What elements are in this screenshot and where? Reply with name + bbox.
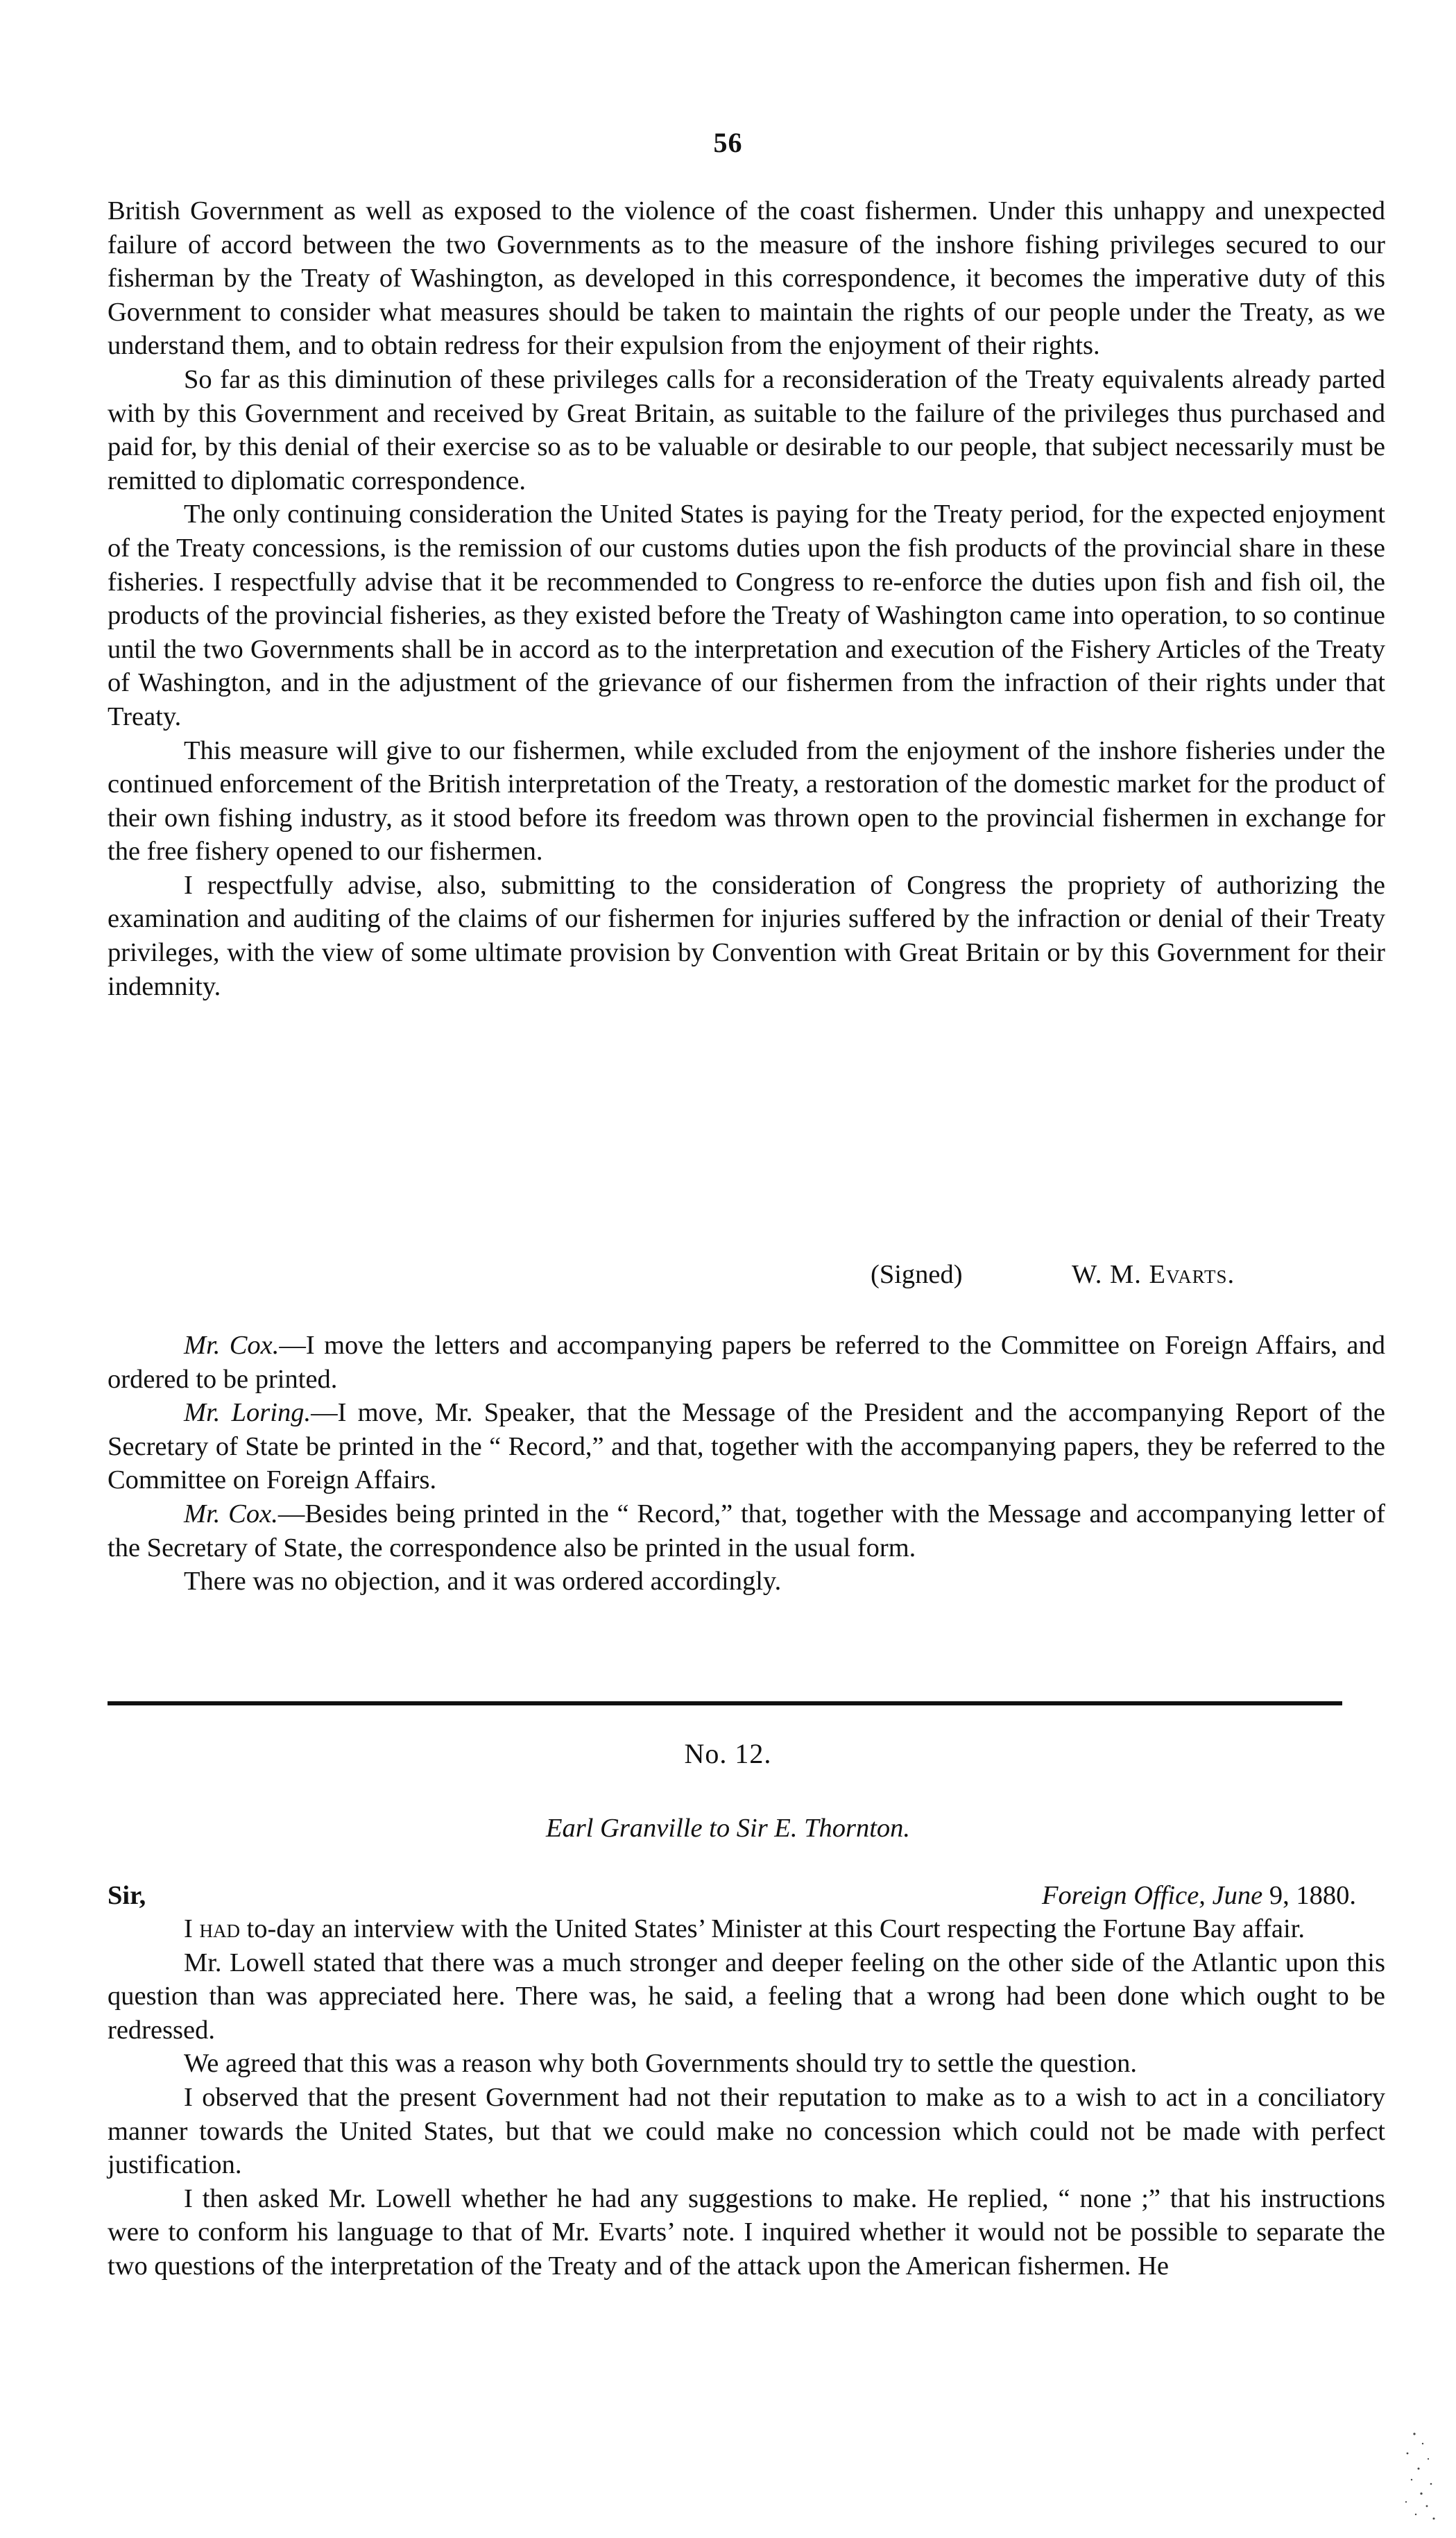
report-paragraph: This measure will give to our fishermen, while excluded from the enjoyment of the inshore fisheries under the continued enforcement of the British interpretation of the Treaty, a restoration of the domestic market for the product of their own fishing industry, as it stood before its freedom was thrown open to the provincial fishermen in exchange for the free fishery opened to our fishermen. (108, 735, 1385, 867)
motion-text: —Besides being printed in the “ Record,” that, together with the Message and accompanying letter of the Secretary of State, the correspondence also be printed in the usual form. (108, 1499, 1385, 1562)
letter-paragraph: I observed that the present Government had not their reputation to make as to a wish to act in a conciliatory manner towards the United States, but that we could make no concession which could not be made with perfect justification. (108, 2082, 1385, 2180)
letter-paragraph: I then asked Mr. Lowell whether he had any suggestions to make. He replied, “ none ;” that his instructions were to conform his language to that of Mr. Evarts’ note. I inquired whether it would not be possible to separate the two questions of the interpretation of the Treaty and of the attack upon the American fishermen. He (108, 2183, 1385, 2281)
dateline-place: Foreign Office, (1042, 1881, 1206, 1910)
motion-text: —I move, Mr. Speaker, that the Message of the President and the accompanying Report of the Secretary of State be printed in the “ Record,” and that, together with the accompanying papers, they be referred to the Committee on Foreign Affairs. (108, 1398, 1385, 1495)
signatory-name: W. M. Evarts. (1072, 1260, 1235, 1289)
opening-text: to-day an interview with the United States’ Minister at this Court respecting the Fortune Bay affair. (239, 1914, 1305, 1943)
report-paragraph: British Government as well as exposed to the violence of the coast fishermen. Under this unhappy and unexpected failure of accord between the two Governments as to the measure of the inshore fishing privileges secured to our fisherman by the Treaty of Washington, as developed in this correspondence, it becomes the imperative duty of this Government to consider what measures should be taken to maintain the rights of our people under the Treaty, as we understand them, and to obtain redress for their expulsion from the enjoyment of their rights. (108, 196, 1385, 361)
report-paragraph: The only continuing consideration the United States is paying for the Treaty period, for the expected enjoyment of the Treaty concessions, is the remission of our customs duties upon the fish products of the provincial share in these fisheries. I respectfully advise that it be recommended to Congress to re-enforce the duties upon fish and fish oil, the products of the provincial fisheries, as they existed before the Treaty of Washington came into operation, to so continue until the two Governments shall be in accord as to the interpretation and execution of the Fishery Articles of the Treaty of Washington, and in the adjustment of the grievance of our fishermen from the infraction of their rights under that Treaty. (108, 500, 1385, 731)
speaker-name: Mr. Cox. (184, 1331, 280, 1360)
motion-paragraph (108, 1497, 1385, 1565)
letter-paragraph: We agreed that this was a reason why both Governments should try to settle the question. (184, 2049, 1138, 2079)
letter-body (108, 1912, 1385, 2283)
letter-paragraph: Mr. Lowell stated that there was a much stronger and deeper feeling on the other side of the Atlantic upon this question than was appreciated here. There was, he said, a feeling that a wrong had been done which ought to be redressed. (108, 1948, 1385, 2045)
page-number: 56 (713, 127, 743, 158)
closing-note: There was no objection, and it was ordered accordingly. (184, 1567, 782, 1596)
house-motions (108, 1329, 1385, 1599)
letter-paragraph (108, 1912, 1385, 1946)
document-number: No. 12. (684, 1738, 772, 1769)
opening-words: I had (184, 1914, 240, 1943)
report-paragraph: So far as this diminution of these privileges calls for a reconsideration of the Treaty equivalents already parted with by this Government and received by Great Britain, as suitable to the failure of the privileges thus purchased and paid for, by this denial of their exercise so as to be valuable or desirable to our people, that subject necessarily must be remitted to diplomatic correspondence. (108, 364, 1385, 495)
report-paragraph: I respectfully advise, also, submitting to the consideration of Congress the propriety of authorizing the examination and auditing of the claims of our fishermen for injuries suffered by the infraction or denial of their Treaty privileges, with the view of some ultimate provision by Convention with Great Britain or by this Government for their indemnity. (108, 870, 1385, 1001)
section-divider (108, 1701, 1342, 1705)
motion-paragraph (108, 1329, 1385, 1396)
dateline (1042, 1879, 1356, 1912)
scan-specks (1366, 2420, 1442, 2524)
speaker-name: Mr. Cox. (184, 1499, 278, 1528)
motion-paragraph (108, 1396, 1385, 1497)
motion-text: —I move the letters and accompanying papers be referred to the Committee on Foreign Affairs, and ordered to be printed. (108, 1331, 1385, 1394)
report-text (108, 194, 1385, 1003)
dateline-month: June (1212, 1881, 1263, 1910)
speaker-name: Mr. Loring. (184, 1398, 311, 1428)
document-title: Earl Granville to Sir E. Thornton. (545, 1814, 911, 1843)
salutation: Sir, (108, 1881, 146, 1910)
dateline-date: 9, 1880. (1269, 1881, 1356, 1910)
signed-label: (Signed) (871, 1260, 963, 1289)
